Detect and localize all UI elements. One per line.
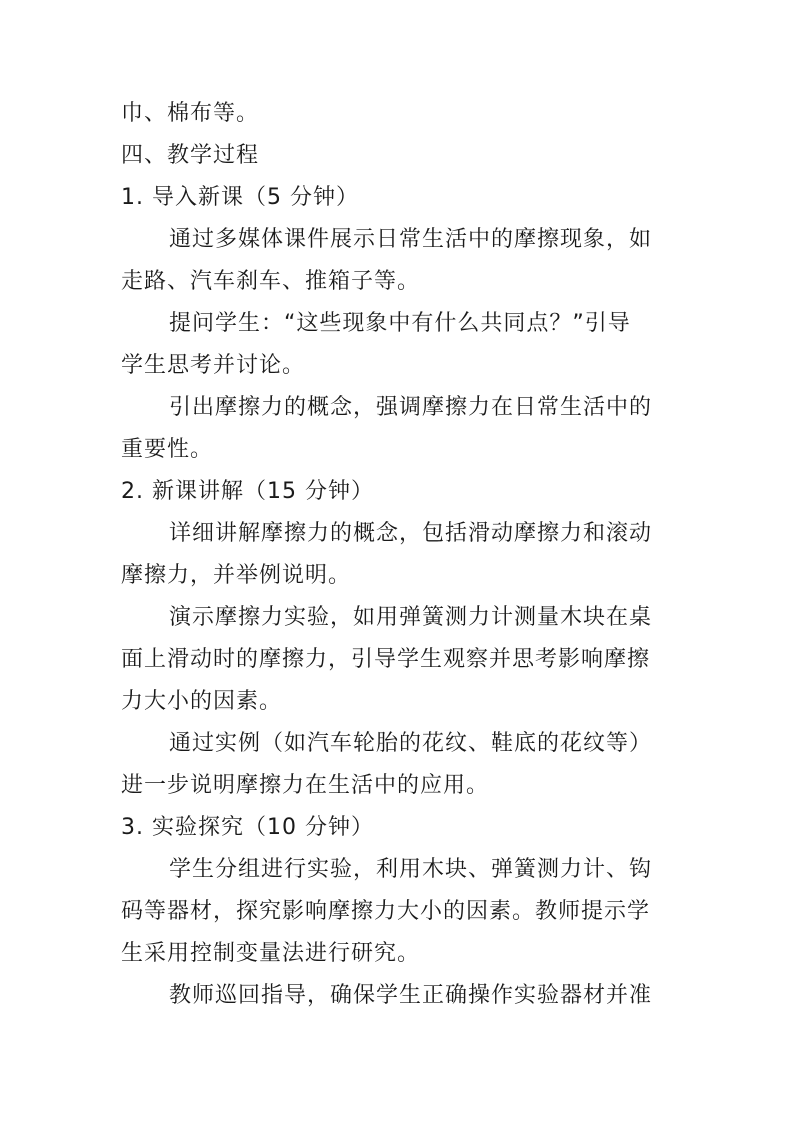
text-line: 演示摩擦力实验，如用弹簧测力计测量木块在桌	[169, 605, 653, 630]
text-line: 巾、棉布等。	[121, 101, 260, 126]
text-line: 生采用控制变量法进行研究。	[121, 941, 421, 966]
text-line: 重要性。	[121, 437, 214, 462]
section-heading: 四、教学过程	[121, 143, 260, 168]
text-line: 学生分组进行实验，利用木块、弹簧测力计、钩	[169, 857, 653, 882]
text-line: 摩擦力，并举例说明。	[121, 563, 352, 588]
text-line: 教师巡回指导，确保学生正确操作实验器材并准	[169, 983, 653, 1008]
text-line: 详细讲解摩擦力的概念，包括滑动摩擦力和滚动	[169, 521, 653, 546]
text-line: 提问学生：“这些现象中有什么共同点？”引导	[169, 311, 631, 336]
text-line: 面上滑动时的摩擦力，引导学生观察并思考影响摩擦	[121, 647, 651, 672]
text-line: 力大小的因素。	[121, 689, 283, 714]
text-line: 走路、汽车刹车、推箱子等。	[121, 269, 421, 294]
document-page	[121, 93, 677, 1017]
subsection-heading: 3. 实验探究（10 分钟）	[121, 815, 374, 840]
text-line: 学生思考并讨论。	[121, 353, 306, 378]
text-line: 引出摩擦力的概念，强调摩擦力在日常生活中的	[169, 395, 653, 420]
text-line: 通过多媒体课件展示日常生活中的摩擦现象，如	[169, 227, 653, 252]
text-line: 通过实例（如汽车轮胎的花纹、鞋底的花纹等）	[169, 731, 653, 756]
subsection-heading: 1. 导入新课（5 分钟）	[121, 185, 359, 210]
text-line: 进一步说明摩擦力在生活中的应用。	[121, 773, 490, 798]
subsection-heading: 2. 新课讲解（15 分钟）	[121, 479, 374, 504]
text-line: 码等器材，探究影响摩擦力大小的因素。教师提示学	[121, 899, 651, 924]
